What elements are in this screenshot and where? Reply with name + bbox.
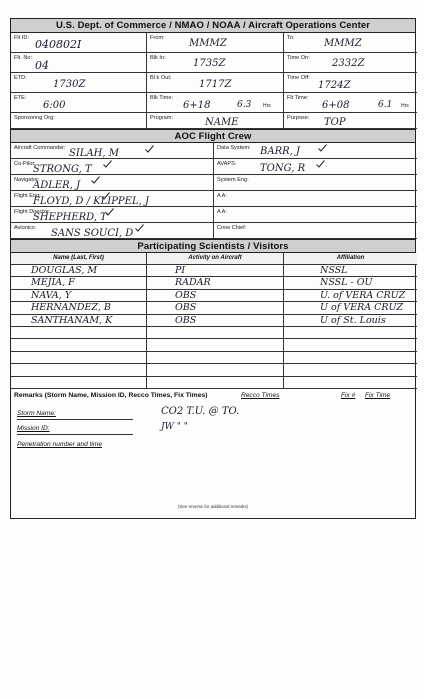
flt-id-value: 040802I xyxy=(35,38,82,51)
table-row xyxy=(11,302,415,314)
avionics-label: Avionics: xyxy=(14,225,37,231)
purpose-value: TOP xyxy=(324,117,346,128)
aa-1-label: A A: xyxy=(217,193,227,199)
blk-out-value: 1717Z xyxy=(199,79,232,90)
ete-cell xyxy=(11,93,147,113)
fix-number-label: Fix # xyxy=(341,391,356,399)
scientist-affiliation-cell xyxy=(284,290,417,302)
scientist-activity-cell xyxy=(147,352,284,364)
scientist-activity-cell xyxy=(147,364,284,376)
scientists-section-title: Participating Scientists / Visitors xyxy=(11,239,415,253)
scientist-affiliation: U of St. Louis xyxy=(320,314,386,326)
navigator-cell xyxy=(11,175,214,191)
blk-out-label: Bl k Out: xyxy=(150,75,172,81)
scientist-affiliation-cell xyxy=(284,265,417,277)
check-mark-icon xyxy=(135,224,144,232)
crew-chief-cell xyxy=(214,223,417,239)
avaps-cell xyxy=(214,159,417,175)
time-on-value: 2332Z xyxy=(332,58,365,69)
scientist-activity-cell xyxy=(147,290,284,302)
scientist-affiliation: NSSL xyxy=(320,265,348,276)
sponsoring-org-cell xyxy=(11,113,147,129)
table-row xyxy=(11,364,415,376)
blk-time-label: Blk Time: xyxy=(150,95,174,101)
blk-in-value: 1735Z xyxy=(193,58,226,69)
aa-1-cell xyxy=(214,191,417,207)
column-header-name xyxy=(11,253,147,265)
scientist-activity: PI xyxy=(175,265,186,276)
etd-value: 1730Z xyxy=(53,79,86,90)
time-on-cell xyxy=(284,53,417,73)
blk-time-unit: Hrs xyxy=(263,103,271,109)
crew-row-6 xyxy=(11,223,415,239)
flight-row-3 xyxy=(11,73,415,93)
scientist-name: SANTHANAM, K xyxy=(31,314,113,326)
flight-form xyxy=(10,18,416,519)
crew-row-3 xyxy=(11,175,415,191)
system-eng-label: System Eng: xyxy=(217,177,249,183)
flight-director-label: Flight Director: xyxy=(14,209,51,215)
aircraft-commander-label: Aircraft Commander: xyxy=(14,145,66,151)
to-label: To: xyxy=(287,35,295,41)
flight-row-2 xyxy=(11,53,415,73)
crew-row-5 xyxy=(11,207,415,223)
scientist-activity: OBS xyxy=(175,302,197,314)
scientist-name-cell xyxy=(11,339,147,351)
scientist-activity-cell xyxy=(147,265,284,277)
storm-name-line xyxy=(17,419,133,420)
avaps-value: TONG, R xyxy=(260,163,306,174)
avionics-value: SANS SOUCI, D xyxy=(51,228,134,239)
co-pilot-cell xyxy=(11,159,214,175)
flt-time-label: Flt Time: xyxy=(287,95,309,101)
column-header-name-text: Name (Last, First) xyxy=(53,255,104,261)
co-pilot-value: STRONG, T xyxy=(33,164,92,175)
navigator-label: Navigator: xyxy=(14,177,40,183)
from-cell xyxy=(147,33,284,53)
scientist-affiliation-cell xyxy=(284,352,417,364)
scientist-name-cell xyxy=(11,315,147,327)
co-pilot-label: Co-Pilot: xyxy=(14,161,36,167)
column-header-activity xyxy=(147,253,284,265)
scientist-affiliation: NSSL - OU xyxy=(320,277,373,289)
fix-time-label: Fix Time xyxy=(365,391,391,399)
flt-no-cell xyxy=(11,53,147,73)
data-system-cell xyxy=(214,143,417,159)
scientist-activity-cell xyxy=(147,327,284,339)
flight-director-cell xyxy=(11,207,214,223)
blk-time-cell xyxy=(147,93,284,113)
flight-eng-value: FLOYD, D / KLIPPEL, J xyxy=(33,196,149,207)
system-eng-cell xyxy=(214,175,417,191)
flt-id-label: Flt ID: xyxy=(14,35,29,41)
table-row xyxy=(11,277,415,289)
form-title: U.S. Dept. of Commerce / NMAO / NOAA / Aircraft Operations Center xyxy=(11,19,415,33)
reverse-note: (See reverse for additional remarks) xyxy=(177,503,249,509)
scientist-affiliation: U. of VERA CRUZ xyxy=(320,289,406,301)
check-mark-icon xyxy=(318,144,327,152)
column-header-affiliation-text: Affiliation xyxy=(336,255,365,261)
table-row xyxy=(11,339,415,351)
scientist-affiliation-cell xyxy=(284,277,417,289)
scientists-table-header xyxy=(11,253,415,265)
etd-cell xyxy=(11,73,147,93)
scientist-activity: OBS xyxy=(175,314,197,326)
scientist-affiliation-cell xyxy=(284,377,417,389)
time-off-value: 1724Z xyxy=(318,80,351,91)
data-system-value: BARR, J xyxy=(260,146,300,157)
table-row xyxy=(11,352,415,364)
aa-2-cell xyxy=(214,207,417,223)
program-cell xyxy=(147,113,284,129)
mission-id-label: Mission ID: xyxy=(17,424,50,432)
to-value: MMMZ xyxy=(324,38,362,49)
check-mark-icon xyxy=(91,176,100,184)
scientist-affiliation-cell xyxy=(284,339,417,351)
flt-id-cell xyxy=(11,33,147,53)
scientist-name: DOUGLAS, M xyxy=(31,265,98,276)
data-system-label: Data System: xyxy=(217,145,251,151)
table-row xyxy=(11,327,415,339)
flt-time-unit: Hrs xyxy=(401,103,409,109)
from-value: MMMZ xyxy=(189,38,227,49)
scientist-name-cell xyxy=(11,352,147,364)
scientist-name: MEJIA, F xyxy=(31,277,75,289)
scientist-name-cell xyxy=(11,265,147,277)
table-row xyxy=(11,265,415,277)
navigator-value: ADLER, J xyxy=(33,180,81,191)
from-label: From: xyxy=(150,35,165,41)
check-mark-icon xyxy=(105,208,114,216)
flight-eng-cell xyxy=(11,191,214,207)
scientist-activity: RADAR xyxy=(175,277,211,289)
crew-row-4 xyxy=(11,191,415,207)
flight-row-1 xyxy=(11,33,415,53)
avionics-cell xyxy=(11,223,214,239)
scientist-activity-cell xyxy=(147,277,284,289)
scientist-activity-cell xyxy=(147,377,284,389)
mission-id-line xyxy=(17,434,133,435)
blk-time-value: 6+18 xyxy=(183,100,211,111)
sponsoring-org-label: Sponsoring Org: xyxy=(14,115,55,121)
scientist-name: HERNANDEZ, B xyxy=(31,302,111,314)
flt-no-value: 04 xyxy=(35,59,49,72)
scientist-affiliation-cell xyxy=(284,315,417,327)
table-row xyxy=(11,377,415,389)
etd-label: ETD: xyxy=(14,75,27,81)
crew-section-title: AOC Flight Crew xyxy=(11,129,415,143)
column-header-affiliation xyxy=(284,253,417,265)
blk-time-decimal: 6.3 xyxy=(237,100,252,110)
scientist-name-cell xyxy=(11,327,147,339)
scientist-name-cell xyxy=(11,277,147,289)
to-cell xyxy=(284,33,417,53)
crew-chief-label: Crew Chief: xyxy=(217,225,247,231)
blk-in-label: Blk In: xyxy=(150,55,166,61)
scientist-affiliation-cell xyxy=(284,302,417,314)
scientist-activity-cell xyxy=(147,315,284,327)
flt-time-value: 6+08 xyxy=(322,100,350,111)
flight-row-4 xyxy=(11,93,415,113)
blk-in-cell xyxy=(147,53,284,73)
scientist-affiliation-cell xyxy=(284,364,417,376)
flight-director-value: SHEPHERD, T xyxy=(33,212,107,223)
penetration-label: Penetration number and time xyxy=(17,440,103,448)
storm-name-note: CO2 T.U. @ TO. xyxy=(161,405,240,417)
check-mark-icon xyxy=(316,160,325,168)
scientists-table-body xyxy=(11,265,415,389)
scientist-name-cell xyxy=(11,377,147,389)
check-mark-icon xyxy=(103,160,112,168)
scientist-activity: OBS xyxy=(175,289,197,301)
scientist-activity-cell xyxy=(147,302,284,314)
flt-time-decimal: 6.1 xyxy=(378,100,393,110)
scientist-name-cell xyxy=(11,290,147,302)
purpose-label: Purpose: xyxy=(287,115,310,121)
flt-no-label: Flt. No: xyxy=(14,55,33,61)
purpose-cell xyxy=(284,113,417,129)
scientist-activity-cell xyxy=(147,339,284,351)
ete-label: ETE: xyxy=(14,95,27,101)
aircraft-commander-value: SILAH, M xyxy=(69,148,119,159)
scientist-affiliation-cell xyxy=(284,327,417,339)
check-mark-icon xyxy=(145,145,154,153)
crew-row-1 xyxy=(11,143,415,159)
table-row xyxy=(11,315,415,327)
program-label: Program: xyxy=(150,115,174,121)
remarks-title: Remarks (Storm Name, Mission ID, Recco Times, Fix Times) xyxy=(14,391,208,399)
check-mark-icon xyxy=(101,192,110,200)
table-row xyxy=(11,290,415,302)
time-on-label: Time On: xyxy=(287,55,310,61)
blk-out-cell xyxy=(147,73,284,93)
mission-id-note: JW " " xyxy=(161,421,188,432)
scientist-name: NAVA, Y xyxy=(31,289,72,301)
flight-row-5 xyxy=(11,113,415,129)
remarks-section xyxy=(11,389,415,518)
scientist-name-cell xyxy=(11,302,147,314)
program-value: NAME xyxy=(205,117,239,128)
flight-eng-label: Flight Eng: xyxy=(14,193,41,199)
column-header-activity-text: Activity on Aircraft xyxy=(188,255,242,261)
time-off-cell xyxy=(284,73,417,93)
scientist-name-cell xyxy=(11,364,147,376)
time-off-label: Time Off: xyxy=(287,75,310,81)
flt-time-cell xyxy=(284,93,417,113)
aa-2-label: A A: xyxy=(217,209,227,215)
storm-name-label: Storm Name: xyxy=(17,409,56,417)
avaps-label: AVAPS: xyxy=(217,161,237,167)
ete-value: 6:00 xyxy=(43,100,66,111)
aircraft-commander-cell xyxy=(11,143,214,159)
crew-row-2 xyxy=(11,159,415,175)
scientist-affiliation: U of VERA CRUZ xyxy=(320,302,404,314)
recco-times-label: Recco Times xyxy=(241,391,280,399)
